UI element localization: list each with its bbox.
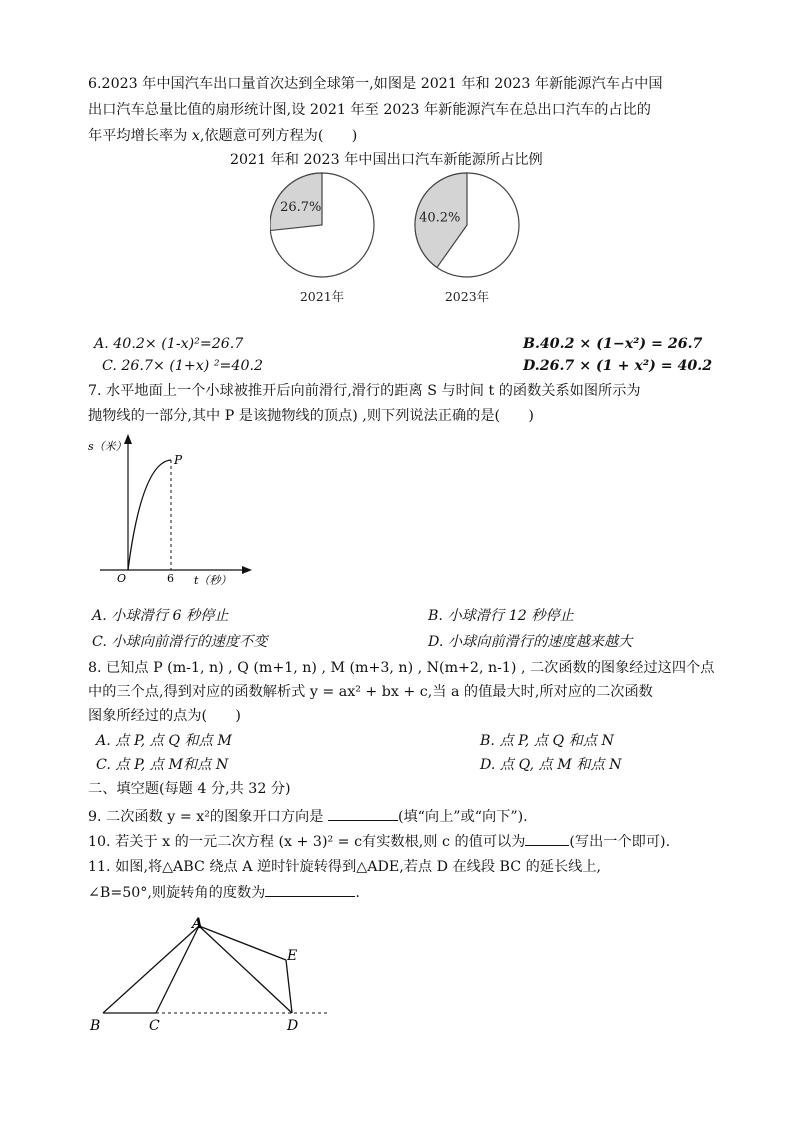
pie-charts: [270, 172, 540, 312]
y-axis-label: s（米）: [88, 440, 127, 453]
q6-line1: 6.2023 年中国汽车出口量首次达到全球第一,如图是 2021 年和 2023 年新能源汽车占中国: [88, 76, 663, 92]
q10-hint: (写出一个即可).: [569, 834, 671, 850]
q11-answer-blank[interactable]: [265, 882, 355, 897]
q8-option-b: B. 点 P, 点 Q 和点 N: [480, 733, 614, 749]
q7-line1: 7. 水平地面上一个小球被推开后向前滑行,滑行的距离 S 与时间 t 的函数关系如图所示为: [88, 383, 641, 399]
tick-label: 6: [167, 572, 174, 585]
q7-line2: 抛物线的一部分,其中 P 是该抛物线的顶点) ,则下列说法正确的是( ): [88, 408, 534, 424]
q9-hint: (填“向上”或“向下”).: [397, 809, 528, 825]
q8-option-d: D. 点 Q, 点 M 和点 N: [480, 757, 622, 773]
q6-option-b: B.40.2 × (1−x²) = 26.7: [523, 336, 703, 352]
pie-2023: [415, 173, 519, 304]
q10: [88, 831, 670, 852]
vertex-label: P: [174, 453, 183, 467]
q11-line1: 11. 如图,将△ABC 绕点 A 逆时针旋转得到△ADE,若点 D 在线段 BC 的延长线上,: [88, 859, 602, 875]
q7-option-c: C. 小球向前滑行的速度不变: [92, 634, 268, 650]
q7-graph: [80, 430, 260, 600]
q6-line3-end: ,依题意可列方程为( ): [199, 128, 358, 144]
q8-option-a: A. 点 P, 点 Q 和点 M: [96, 733, 232, 749]
x-axis-arrow: [242, 566, 252, 574]
segment-ad: [199, 926, 292, 1013]
q9-answer-blank[interactable]: [328, 806, 398, 821]
q10-answer-blank[interactable]: [525, 831, 569, 846]
q6-option-c: C. 26.7× (1+x) ²=40.2: [102, 358, 264, 374]
q7-option-b: B. 小球滑行 12 秒停止: [428, 608, 574, 624]
q7-option-d: D. 小球向前滑行的速度越来越大: [428, 634, 633, 650]
q6-line2: 出口汽车总量比值的扇形统计图,设 2021 年至 2023 年新能源汽车在总出口汽车的占比的: [88, 102, 651, 118]
x-axis-label: t（秒）: [194, 574, 232, 587]
pie-slice-percent-label: 40.2%: [419, 210, 461, 226]
segment-ed: [286, 960, 292, 1013]
label-d: D: [287, 1018, 299, 1034]
q8-option-c: C. 点 P, 点 M和点 N: [96, 757, 229, 773]
q6-line3: [88, 126, 357, 146]
q9: [88, 806, 528, 827]
q9-text: 9. 二次函数 y = x²的图象开口方向是: [88, 809, 328, 825]
q11-text: ∠B=50°,则旋转角的度数为: [88, 885, 266, 901]
q6-option-a: A. 40.2× (1-x)²=26.7: [94, 336, 244, 352]
pie-2021: [270, 173, 374, 304]
q6-option-d: D.26.7 × (1 + x²) = 40.2: [523, 358, 713, 374]
segment-ab: [103, 926, 199, 1013]
pie-slice-percent-label: 26.7%: [280, 199, 322, 215]
parabola-curve: [128, 460, 171, 570]
q11-line2: [88, 882, 360, 903]
q8-line1: 8. 已知点 P (m-1, n) , Q (m+1, n) , M (m+3, n) , N(m+2, n-1) , 二次函数的图象经过这四个点: [88, 660, 715, 676]
section-heading: 二、填空题(每题 4 分,共 32 分): [88, 781, 291, 797]
segment-ac: [156, 926, 199, 1013]
pie-year-label: 2021年: [299, 289, 345, 304]
pie-year-label: 2023年: [444, 289, 490, 304]
label-a: A: [192, 916, 203, 932]
label-c: C: [149, 1018, 160, 1034]
q10-text: 10. 若关于 x 的一元二次方程 (x + 3)² = c有实数根,则 c 的值可以为: [88, 834, 526, 850]
q11-figure: [84, 912, 344, 1042]
q7-option-a: A. 小球滑行 6 秒停止: [92, 608, 229, 624]
q8-line2: 中的三个点,得到对应的函数解析式 y = ax² + bx + c,当 a 的值最大时,所对应的二次函数: [88, 684, 653, 700]
q6-line3-text: 年平均增长率为: [88, 128, 192, 144]
q11-end: .: [355, 885, 360, 901]
q8-line3: 图象所经过的点为( ): [88, 708, 241, 724]
origin-label: O: [117, 572, 127, 585]
segment-ae: [199, 926, 286, 960]
q6-var: x: [191, 128, 200, 144]
label-e: E: [287, 948, 298, 964]
pie-chart-title: 2021 年和 2023 年中国出口汽车新能源所占比例: [230, 152, 543, 168]
label-b: B: [90, 1018, 101, 1034]
